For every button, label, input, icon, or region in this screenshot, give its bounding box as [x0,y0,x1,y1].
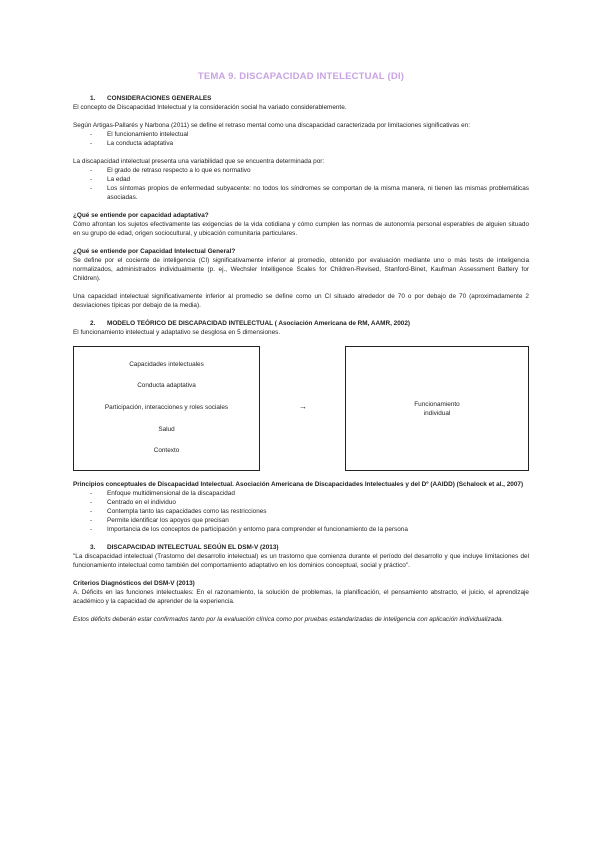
dimension-item: Capacidades intelectuales [129,361,204,368]
list-item: - La edad [90,176,131,183]
paragraph: Se define por el cociente de inteligencia (CI) significativamente inferior al promedio, obtenido por evaluación mediante uno o más tests de inteligencia normalizados, administrados individualmente (p. ej., Wechsler Intelligence Scales for Children-Revised, Stanford-Binet, Kaufman Assessment Battery for Children). [73,257,529,282]
document-title: TEMA 9. DISCAPACIDAD INTELECTUAL (DI) [197,71,405,82]
list-item: - La conducta adaptativa [90,140,174,147]
list-item: - Enfoque multidimensional de la discapacidad [90,490,235,497]
bullet-list [73,166,529,202]
dimensions-box [73,346,260,471]
list-item: - Permite identificar los apoyos que precisan [90,517,229,524]
italic-note: Estos déficits deberán estar confirmados tanto por la evaluación clínica como por pruebas estandarizadas de inteligencia con aplicación individualizada. [73,616,504,623]
dimension-item: Participación, interacciones y roles sociales [104,404,229,411]
list-item: - El funcionamiento intelectual [90,131,189,138]
dimension-item: Conducta adaptativa [137,382,196,389]
paragraph: El concepto de Discapacidad Intelectual y la consideración social ha variado considerablemente. [73,104,347,111]
paragraph: La discapacidad intelectual presenta una variabilidad que se encuentra determinada por: [73,158,325,165]
paragraph: Cómo afrontan los sujetos efectivamente las exigencias de la vida cotidiana y cómo cumplen las normas de autonomía personal esperables de alguien situado en su grupo de edad, origen sociocultural, y ubicación comunitaria particulares. [73,221,529,237]
document-page [73,72,529,624]
paragraph: Según Artigas-Pallarés y Narbona (2011) se define el retraso mental como una discapacidad caracterizada por limitaciones significativas en: [73,122,471,129]
list-item: - Los síntomas propios de enfermedad subyacente: no todos los síndromes se comportan de la misma manera, ni tienen las mismas problemáticas asociadas. [90,185,529,201]
box-label: Funcionamiento individual [414,400,460,417]
list-item: - El grado de retraso respecto a lo que es normativo [90,167,251,174]
list-item: - Contempla tanto las capacidades como las restricciones [90,508,267,515]
bullet-list [73,130,529,148]
question-heading: ¿Qué se entiende por Capacidad Intelectual General? [73,248,236,255]
individual-functioning-box [345,346,529,471]
section-2-heading: 2. MODELO TEÓRICO DE DISCAPACIDAD INTELECTUAL ( Asociación Americana de RM, AAMR, 2002) [90,320,411,327]
quote-paragraph: "La discapacidad intelectual (Trastorno del desarrollo intelectual) es un trastorno que comienza durante el período del desarrollo y que incluye limitaciones del funcionamiento intelectual como también del comportamiento adaptativo en los dominios conceptual, social y práctico". [73,553,529,569]
list-item: - Importancia de los conceptos de participación y entorno para comprender el funcionamiento de la persona [90,526,408,533]
criteria-heading: Criterios Diagnósticos del DSM-V (2013) [73,580,195,587]
dimension-item: Contexto [153,447,180,454]
dimensions-diagram [73,346,529,466]
section-3-heading: 3. DISCAPACIDAD INTELECTUAL SEGÚN EL DSM-V (2013) [90,544,279,551]
paragraph: Una capacidad intelectual significativamente inferior al promedio se define como un CI situado alrededor de 70 o por debajo de 70 (aproximadamente 2 desviaciones típicas por debajo de la media). [73,293,529,309]
paragraph: El funcionamiento intelectual y adaptativo se desglosa en 5 dimensiones. [73,329,281,336]
dimension-item: Salud [158,426,175,433]
section-1-heading: 1. CONSIDERACIONES GENERALES [90,95,212,102]
question-heading: ¿Qué se entiende por capacidad adaptativa? [73,212,209,219]
arrow-right-icon: → [299,402,307,411]
paragraph: A. Déficits en las funciones intelectuales: En el razonamiento, la solución de problemas, la planificación, el pensamiento abstracto, el juicio, el aprendizaje académico y la capacidad de aprender de la experiencia. [73,589,529,605]
list-item: - Centrado en el individuo [90,499,176,506]
principles-heading: Principios conceptuales de Discapacidad Intelectual. Asociación Americana de Discapacidades Intelectuales y del Dº (AAIDD) (Schalock et al., 2007) [73,481,524,488]
bullet-list [73,489,529,534]
